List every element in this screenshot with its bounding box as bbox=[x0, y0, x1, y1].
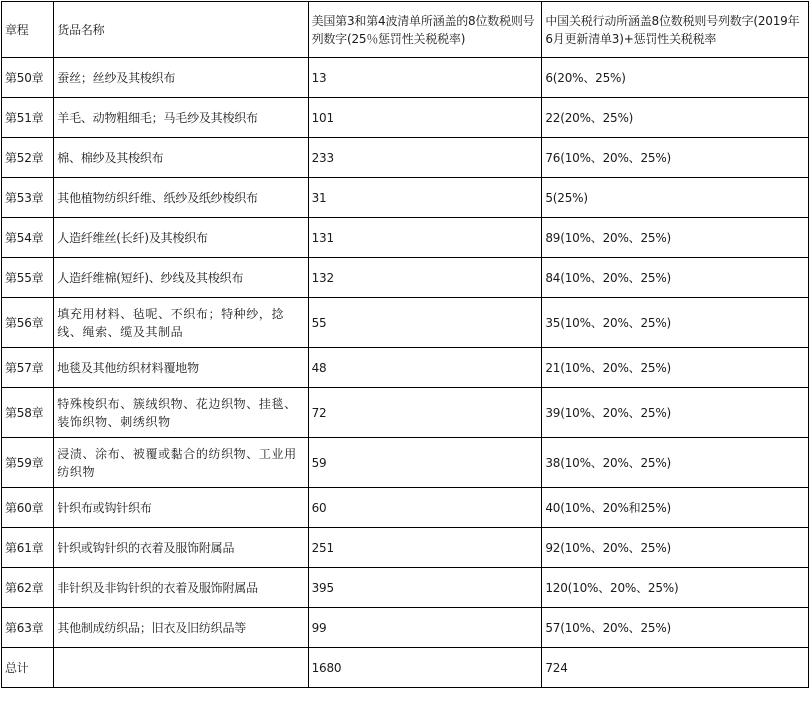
table-row bbox=[2, 608, 809, 648]
cell-cn-count: 5(25%) bbox=[542, 178, 809, 218]
cell-cn-count: 6(20%、25%) bbox=[542, 58, 809, 98]
cell-goods: 浸渍、涂布、被覆或黏合的纺织物、工业用纺织物 bbox=[54, 438, 308, 488]
total-cn-count: 724 bbox=[542, 648, 809, 688]
cell-us-count: 132 bbox=[308, 258, 542, 298]
cell-goods: 非针织及非钩针织的衣着及服饰附属品 bbox=[54, 568, 308, 608]
cell-chapter: 第59章 bbox=[2, 438, 54, 488]
table-row bbox=[2, 138, 809, 178]
cell-us-count: 101 bbox=[308, 98, 542, 138]
cell-chapter: 第57章 bbox=[2, 348, 54, 388]
table-row bbox=[2, 258, 809, 298]
cell-cn-count: 57(10%、20%、25%) bbox=[542, 608, 809, 648]
cell-us-count: 131 bbox=[308, 218, 542, 258]
table-row bbox=[2, 528, 809, 568]
header-chapter: 章程 bbox=[2, 2, 54, 58]
total-label: 总计 bbox=[2, 648, 54, 688]
cell-goods: 特殊梭织布、簇绒织物、花边织物、挂毯、装饰织物、刺绣织物 bbox=[54, 388, 308, 438]
cell-us-count: 48 bbox=[308, 348, 542, 388]
cell-cn-count: 39(10%、20%、25%) bbox=[542, 388, 809, 438]
cell-goods: 其他制成纺织品；旧衣及旧纺织品等 bbox=[54, 608, 308, 648]
cell-us-count: 251 bbox=[308, 528, 542, 568]
table-row bbox=[2, 568, 809, 608]
cell-goods: 人造纤维棉(短纤)、纱线及其梭织布 bbox=[54, 258, 308, 298]
table-row bbox=[2, 58, 809, 98]
cell-us-count: 13 bbox=[308, 58, 542, 98]
table-row bbox=[2, 348, 809, 388]
cell-chapter: 第50章 bbox=[2, 58, 54, 98]
table-row bbox=[2, 438, 809, 488]
cell-cn-count: 21(10%、20%、25%) bbox=[542, 348, 809, 388]
cell-goods: 其他植物纺织纤维、纸纱及纸纱梭织布 bbox=[54, 178, 308, 218]
cell-goods: 针织布或钩针织布 bbox=[54, 488, 308, 528]
cell-cn-count: 40(10%、20%和25%) bbox=[542, 488, 809, 528]
cell-cn-count: 35(10%、20%、25%) bbox=[542, 298, 809, 348]
header-row bbox=[2, 2, 809, 58]
cell-chapter: 第63章 bbox=[2, 608, 54, 648]
cell-us-count: 31 bbox=[308, 178, 542, 218]
cell-cn-count: 92(10%、20%、25%) bbox=[542, 528, 809, 568]
total-us-count: 1680 bbox=[308, 648, 542, 688]
cell-chapter: 第58章 bbox=[2, 388, 54, 438]
header-goods: 货品名称 bbox=[54, 2, 308, 58]
cell-cn-count: 76(10%、20%、25%) bbox=[542, 138, 809, 178]
cell-goods: 羊毛、动物粗细毛；马毛纱及其梭织布 bbox=[54, 98, 308, 138]
table-row bbox=[2, 178, 809, 218]
cell-chapter: 第62章 bbox=[2, 568, 54, 608]
cell-us-count: 233 bbox=[308, 138, 542, 178]
table-row bbox=[2, 218, 809, 258]
cell-cn-count: 38(10%、20%、25%) bbox=[542, 438, 809, 488]
table-row bbox=[2, 388, 809, 438]
cell-chapter: 第60章 bbox=[2, 488, 54, 528]
cell-goods: 棉、棉纱及其梭织布 bbox=[54, 138, 308, 178]
cell-chapter: 第53章 bbox=[2, 178, 54, 218]
table-row bbox=[2, 488, 809, 528]
cell-us-count: 72 bbox=[308, 388, 542, 438]
cell-goods: 人造纤维丝(长纤)及其梭织布 bbox=[54, 218, 308, 258]
cell-cn-count: 84(10%、20%、25%) bbox=[542, 258, 809, 298]
cell-chapter: 第54章 bbox=[2, 218, 54, 258]
cell-goods: 地毯及其他纺织材料覆地物 bbox=[54, 348, 308, 388]
cell-cn-count: 120(10%、20%、25%) bbox=[542, 568, 809, 608]
cell-chapter: 第52章 bbox=[2, 138, 54, 178]
cell-chapter: 第55章 bbox=[2, 258, 54, 298]
total-row bbox=[2, 648, 809, 688]
total-goods bbox=[54, 648, 308, 688]
cell-chapter: 第61章 bbox=[2, 528, 54, 568]
cell-cn-count: 89(10%、20%、25%) bbox=[542, 218, 809, 258]
cell-us-count: 60 bbox=[308, 488, 542, 528]
cell-cn-count: 22(20%、25%) bbox=[542, 98, 809, 138]
header-us-tariff-lines: 美国第3和第4波清单所涵盖的8位数税则号列数字(25％惩罚性关税税率) bbox=[308, 2, 542, 58]
cell-us-count: 99 bbox=[308, 608, 542, 648]
tariff-table bbox=[1, 1, 809, 688]
cell-goods: 蚕丝；丝纱及其梭织布 bbox=[54, 58, 308, 98]
table-row bbox=[2, 98, 809, 138]
header-cn-tariff-lines: 中国关税行动所涵盖8位数税则号列数字(2019年6月更新清单3)+惩罚性关税税率 bbox=[542, 2, 809, 58]
cell-us-count: 395 bbox=[308, 568, 542, 608]
cell-goods: 针织或钩针织的衣着及服饰附属品 bbox=[54, 528, 308, 568]
table-row bbox=[2, 298, 809, 348]
cell-chapter: 第56章 bbox=[2, 298, 54, 348]
cell-us-count: 55 bbox=[308, 298, 542, 348]
cell-chapter: 第51章 bbox=[2, 98, 54, 138]
cell-us-count: 59 bbox=[308, 438, 542, 488]
cell-goods: 填充用材料、毡呢、不织布；特种纱，捻线、绳索、缆及其制品 bbox=[54, 298, 308, 348]
